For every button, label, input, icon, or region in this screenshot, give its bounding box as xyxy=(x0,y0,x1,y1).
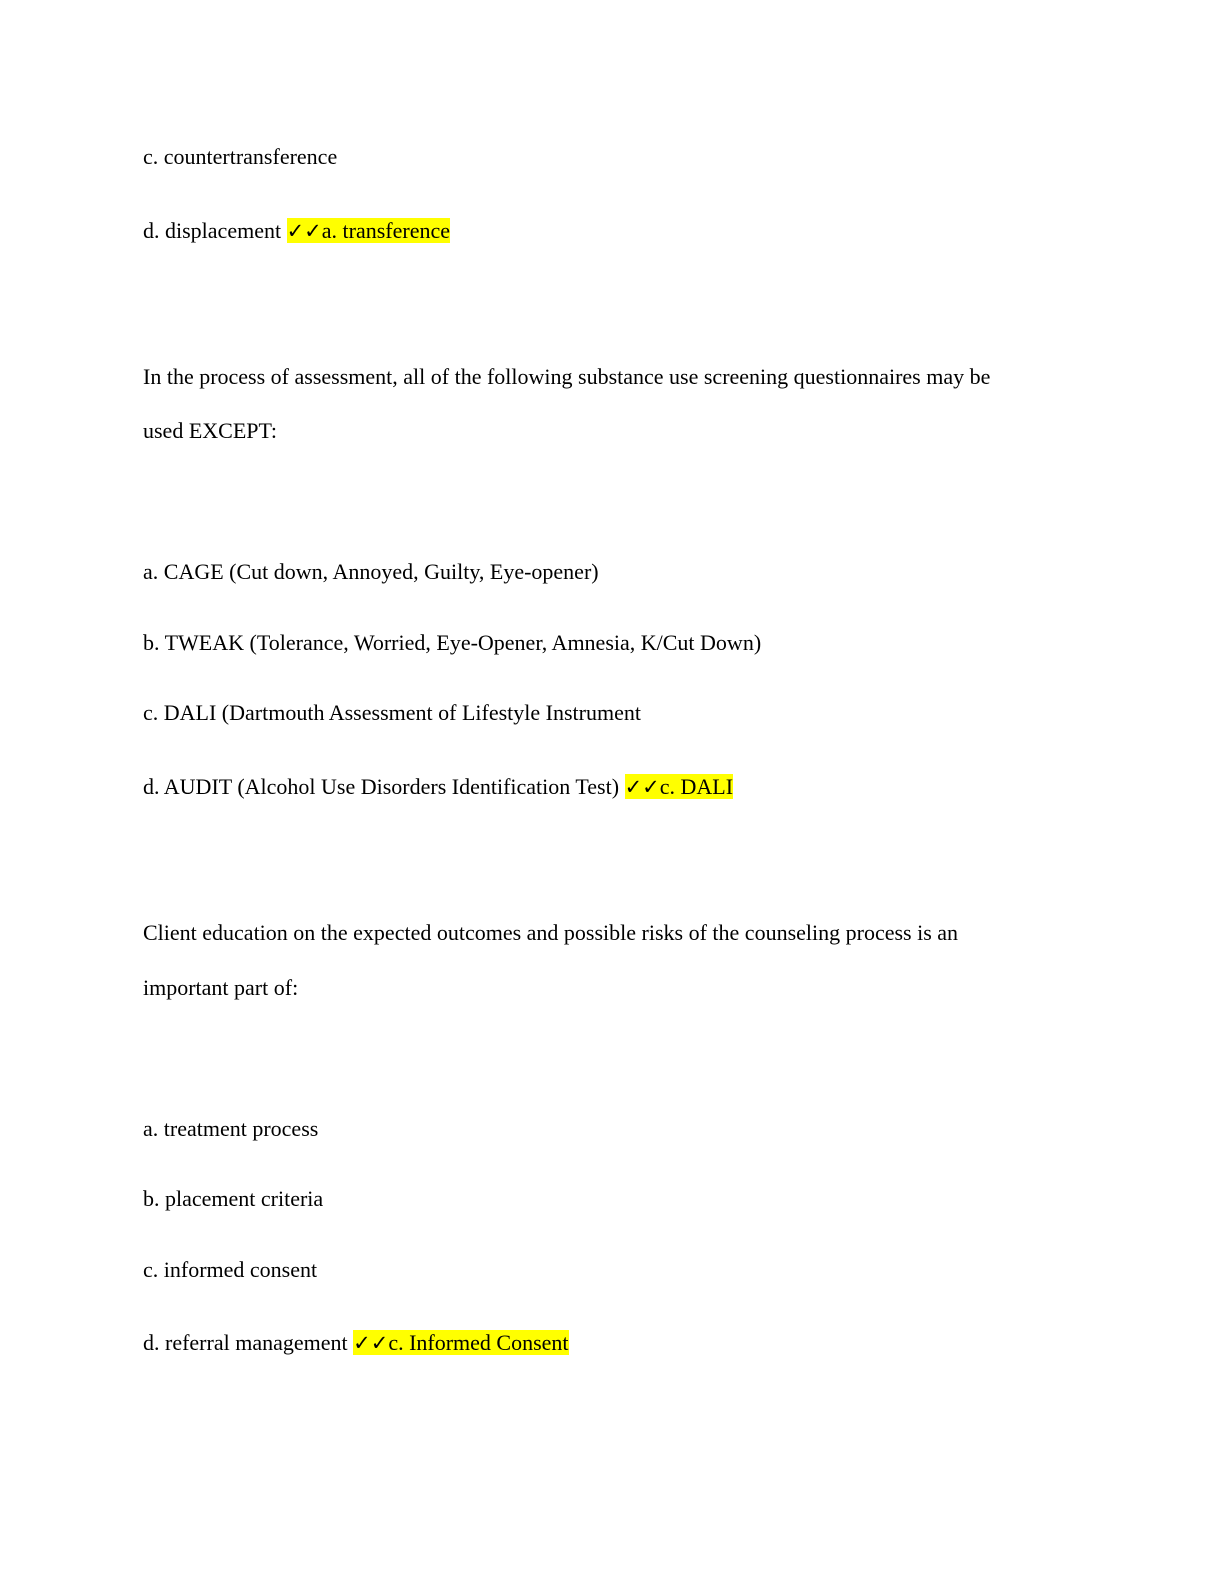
q3-question-line-2: important part of: xyxy=(143,975,299,1000)
q3-option-c: c. informed consent xyxy=(143,1257,318,1282)
q2-option-c: c. DALI (Dartmouth Assessment of Lifestyle Instrument xyxy=(143,700,641,725)
q2-question-line-2: used EXCEPT: xyxy=(143,418,277,443)
q1-answer: a. transference xyxy=(321,218,451,243)
q3-answer-highlight xyxy=(353,1330,568,1355)
q1-option-c: c. countertransference xyxy=(143,144,338,169)
q2-option-d-line xyxy=(143,774,733,800)
q2-question-line-1: In the process of assessment, all of the following substance use screening questionnaires may be xyxy=(143,364,991,389)
q3-option-d-line xyxy=(143,1330,569,1356)
double-checkmark-icon: ✓✓ xyxy=(353,1331,389,1355)
q3-answer: c. Informed Consent xyxy=(388,1330,569,1355)
q1-option-d-line xyxy=(143,218,450,244)
q3-option-a: a. treatment process xyxy=(143,1116,319,1141)
q2-answer-highlight xyxy=(625,774,734,799)
q2-option-b: b. TWEAK (Tolerance, Worried, Eye-Opener, Amnesia, K/Cut Down) xyxy=(143,630,762,655)
q2-option-a: a. CAGE (Cut down, Annoyed, Guilty, Eye-opener) xyxy=(143,559,599,584)
double-checkmark-icon: ✓✓ xyxy=(286,219,322,243)
q3-question-line-1: Client education on the expected outcomes and possible risks of the counseling process is an xyxy=(143,920,959,945)
q1-option-d: d. displacement xyxy=(143,218,282,243)
q3-option-d: d. referral management xyxy=(143,1330,348,1355)
double-checkmark-icon: ✓✓ xyxy=(624,775,660,799)
q2-answer: c. DALI xyxy=(659,774,734,799)
q2-option-d: d. AUDIT (Alcohol Use Disorders Identification Test) xyxy=(143,774,620,799)
q3-option-b: b. placement criteria xyxy=(143,1186,324,1211)
q1-answer-highlight xyxy=(287,218,450,243)
